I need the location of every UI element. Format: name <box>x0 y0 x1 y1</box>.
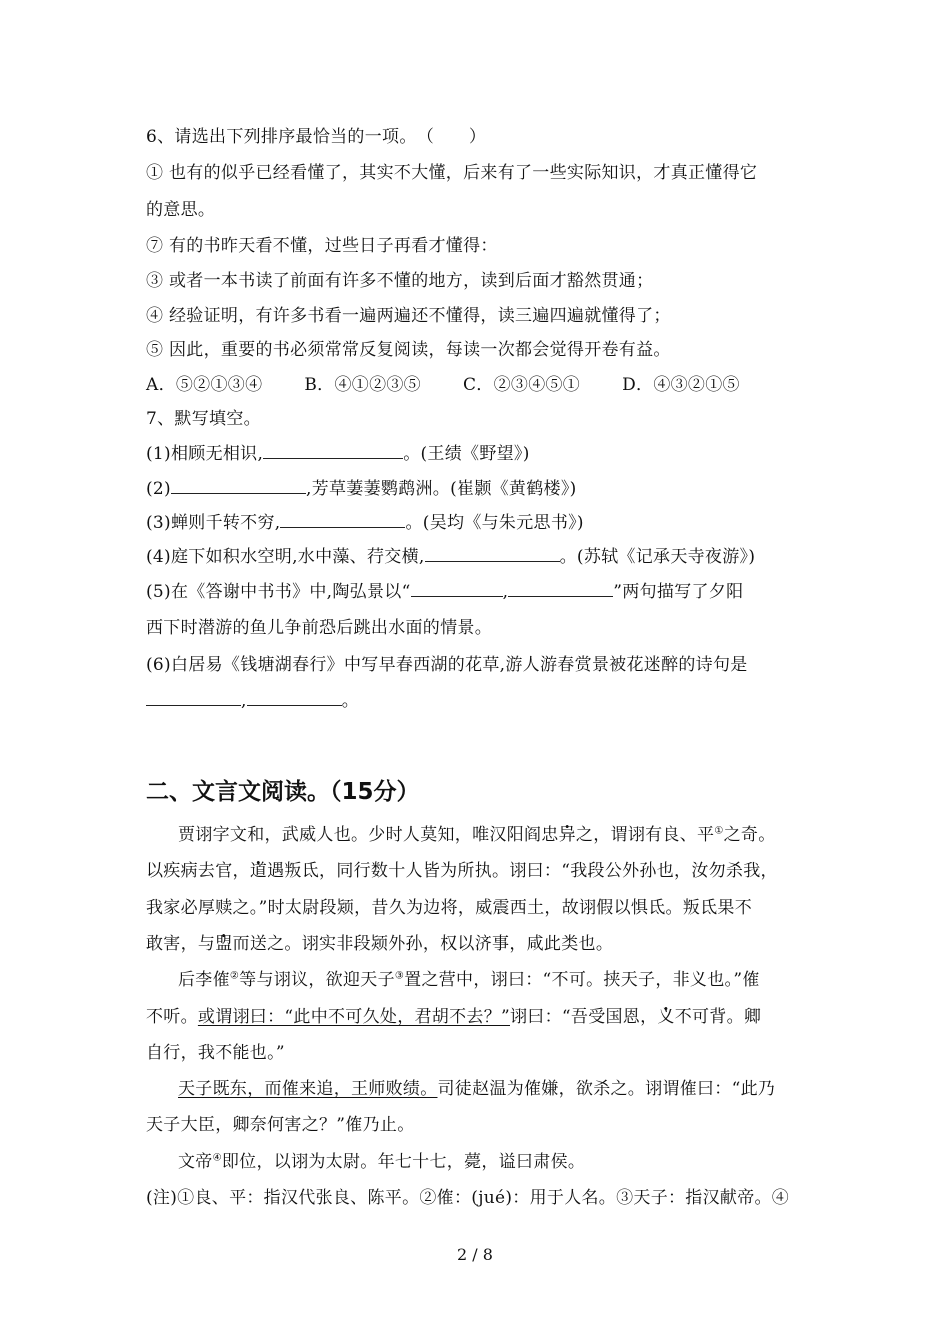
fill-blank[interactable] <box>425 547 560 562</box>
q6-sentence-4: ④ 经验证明，有许多书看一遍两遍还不懂得，读三遍四遍就懂得了； <box>146 306 671 326</box>
q7-item-6-end: 。 <box>341 691 360 711</box>
text-run: 置之营中，诩曰：“不可。挟天子，非义也。”傕 <box>404 970 760 990</box>
q7-item-2-text: (2) <box>146 479 171 499</box>
fill-blank[interactable] <box>146 691 241 706</box>
q7-item-2 <box>146 474 577 499</box>
q7-stem: 7、默写填空。 <box>146 409 261 429</box>
q6-sentence-3: ③ 或者一本书读了前面有许多不懂的地方，读到后面才豁然贯通； <box>146 271 654 291</box>
dotted-char: 盟 <box>215 934 233 954</box>
q6-option-c: C．②③④⑤① <box>462 375 581 395</box>
q7-item-1-source: 。(王绩《野望》) <box>403 444 530 464</box>
fill-blank[interactable] <box>247 691 342 706</box>
q7-item-5-cont: 西下时潜游的鱼儿争前恐后跳出水面的情景。 <box>146 618 492 638</box>
passage-p2-line1 <box>178 965 760 990</box>
text-run: 不可背。卿 <box>674 1007 762 1027</box>
passage-notes: (注)①良、平：指汉代张良、陈平。②傕：(jué)：用于人名。③天子：指汉献帝。④ <box>146 1188 790 1208</box>
page-number: 2 / 8 <box>457 1245 493 1264</box>
q6-option-a: A．⑤②①③④ <box>146 375 263 395</box>
passage-p1-line3: 我家必厚赎之。”时太尉段颎，昔久为边将，威震西土，故诩假以惧氐。叛氐果不 <box>146 898 752 918</box>
text-run: 以疾病去官， <box>146 861 250 881</box>
passage-p2-line3: 自行，我不能也。” <box>146 1043 285 1063</box>
dotted-char: 异 <box>558 825 576 845</box>
footnote-marker: ③ <box>394 970 405 982</box>
q6-sentence-2: ⑦ 有的书昨天看不懂，过些日子再看才懂得： <box>146 236 498 256</box>
q7-item-3-text: (3)蝉则千转不穷, <box>146 513 281 533</box>
footnote-marker: ④ <box>212 1152 222 1164</box>
q7-item-5-tail: ”两句描写了夕阳 <box>613 582 744 602</box>
q6-option-d: D．④③②①⑤ <box>622 375 740 395</box>
q7-item-3-source: 。(吴均《与朱元思书》) <box>405 513 584 533</box>
text-run: 之奇。 <box>723 825 776 845</box>
underlined-sentence: 或谓诩曰：“此中不可久处，君胡不去？” <box>197 1007 510 1027</box>
fill-blank[interactable] <box>171 479 306 494</box>
passage-p2-line2 <box>146 1002 761 1027</box>
fill-blank[interactable] <box>263 444 403 459</box>
q6-sentence-5: ⑤ 因此，重要的书必须常常反复阅读，每读一次都会觉得开卷有益。 <box>146 340 671 360</box>
passage-p1-line1 <box>178 820 776 845</box>
q6-options <box>146 370 740 395</box>
text-run: 不听。 <box>146 1007 198 1027</box>
passage-p1-line4 <box>146 929 613 954</box>
q6-option-b: B．④①②③⑤ <box>304 375 421 395</box>
fill-blank[interactable] <box>280 513 405 528</box>
q7-item-5-comma: , <box>502 582 509 602</box>
text-run: 即位，以诩为太尉。年七十七，薨，谥曰肃侯。 <box>221 1152 586 1172</box>
passage-p3-line1 <box>178 1074 775 1099</box>
q7-item-5-text: (5)在《答谢中书书》中,陶弘景以“ <box>146 582 411 602</box>
fill-blank[interactable] <box>411 582 503 597</box>
passage-p3-line2: 天子大臣，卿奈何害之？”傕乃止。 <box>146 1115 415 1135</box>
q7-item-4 <box>146 542 755 567</box>
q7-item-1 <box>146 439 530 464</box>
dotted-char: 义 <box>657 1007 675 1027</box>
q7-item-4-source: 。(苏轼《记承天寺夜游》) <box>559 547 756 567</box>
q7-item-2-source: ,芳草萋萋鹦鹉洲。(崔颢《黄鹤楼》) <box>305 479 577 499</box>
q7-item-3 <box>146 508 584 533</box>
q7-item-6-blanks <box>146 686 359 711</box>
text-run: 之，谓诩有良、平 <box>575 825 715 845</box>
dotted-char: 道 <box>249 861 268 881</box>
footnote-marker: ② <box>229 970 240 982</box>
q7-item-1-text: (1)相顾无相识, <box>146 444 264 464</box>
text-run: 诩曰：“吾受国恩， <box>510 1007 658 1027</box>
text-run: 敢害，与 <box>146 934 216 954</box>
text-run: 文帝 <box>178 1152 213 1172</box>
text-run: 贾诩字文和，武威人也。少时人莫知，唯汉阳阎忠 <box>178 825 559 845</box>
q7-item-6-comma: , <box>241 691 247 711</box>
text-run: 而送之。诩实非段颎外孙，权以济事，咸此类也。 <box>232 934 614 954</box>
text-run: 司徒赵温为傕嫌，欲杀之。诩谓傕曰：“此乃 <box>437 1079 776 1099</box>
passage-p1-line2 <box>146 856 778 881</box>
q7-item-6: (6)白居易《钱塘湖春行》中写早春西湖的花草,游人游春赏景被花迷醉的诗句是 <box>146 655 748 675</box>
section-heading: 二、文言文阅读。（15分） <box>146 779 420 805</box>
text-run: 等与诩议，欲迎天子 <box>239 970 395 990</box>
text-run: 后李傕 <box>178 970 230 990</box>
underlined-sentence: 天子既东，而傕来追，王师败绩。 <box>178 1079 438 1099</box>
passage-p4 <box>178 1147 585 1172</box>
text-run: 遇叛氐，同行数十人皆为所执。诩曰：“我段公外孙也，汝勿杀我， <box>267 861 778 881</box>
q6-sentence-1-cont: 的意思。 <box>146 200 216 220</box>
q7-item-5 <box>146 577 743 602</box>
fill-blank[interactable] <box>508 582 613 597</box>
q6-sentence-1: ① 也有的似乎已经看懂了，其实不大懂，后来有了一些实际知识，才真正懂得它 <box>146 163 758 183</box>
footnote-marker: ① <box>714 825 724 837</box>
q7-item-4-text: (4)庭下如积水空明,水中藻、荇交横, <box>146 547 425 567</box>
q6-stem: 6、请选出下列排序最恰当的一项。 （ ） <box>146 127 487 147</box>
